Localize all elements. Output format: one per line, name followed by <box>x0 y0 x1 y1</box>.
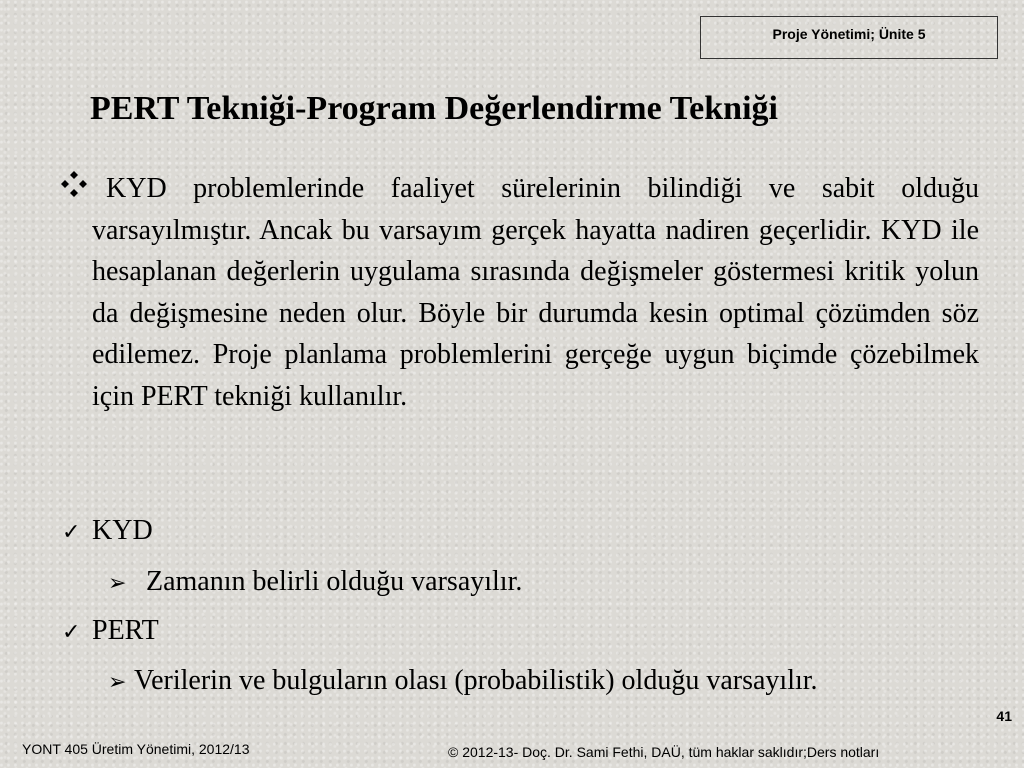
course-unit-label: Proje Yönetimi; Ünite 5 <box>772 26 926 42</box>
diamond-bullet-icon <box>60 170 88 198</box>
pert-label: PERT <box>92 615 159 646</box>
pert-sub-item-text: Verilerin ve bulguların olası (probabilistik) olduğu varsayılır. <box>134 665 818 696</box>
footer-copyright: © 2012-13- Doç. Dr. Sami Fethi, DAÜ, tüm haklar saklıdır;Ders notları <box>448 744 880 760</box>
kyd-sub-item <box>108 565 522 601</box>
check-icon: ✓ <box>62 620 81 645</box>
intro-paragraph-block <box>92 168 979 417</box>
pert-sub-item <box>108 664 818 700</box>
kyd-label: KYD <box>92 515 153 546</box>
arrow-bullet-icon: ➢ <box>108 571 127 596</box>
page-number: 41 <box>996 708 1012 724</box>
intro-paragraph: KYD problemlerinde faaliyet sürelerinin bilindiği ve sabit olduğu varsayılmıştır. Ancak bu varsayım gerçek hayatta nadiren geçerlidir. KYD ile hesaplanan değerlerin uygulama sırasında değişmeler göstermesi kritik yolun da değişmesine neden olur. Böyle bir durumda kesin optimal çözümden söz edilemez. Proje planlama problemlerini gerçeğe uygun biçimde çözebilmek için PERT tekniği kullanılır. <box>92 173 979 412</box>
check-icon: ✓ <box>62 520 81 545</box>
slide-title: PERT Tekniği-Program Değerlendirme Tekniği <box>90 90 778 127</box>
footer-course-name: YONT 405 Üretim Yönetimi, 2012/13 <box>22 741 250 757</box>
course-unit-header <box>700 16 998 59</box>
pert-item <box>62 614 159 650</box>
kyd-item <box>62 514 153 550</box>
arrow-bullet-icon: ➢ <box>108 670 127 695</box>
kyd-sub-item-text: Zamanın belirli olduğu varsayılır. <box>146 566 523 597</box>
